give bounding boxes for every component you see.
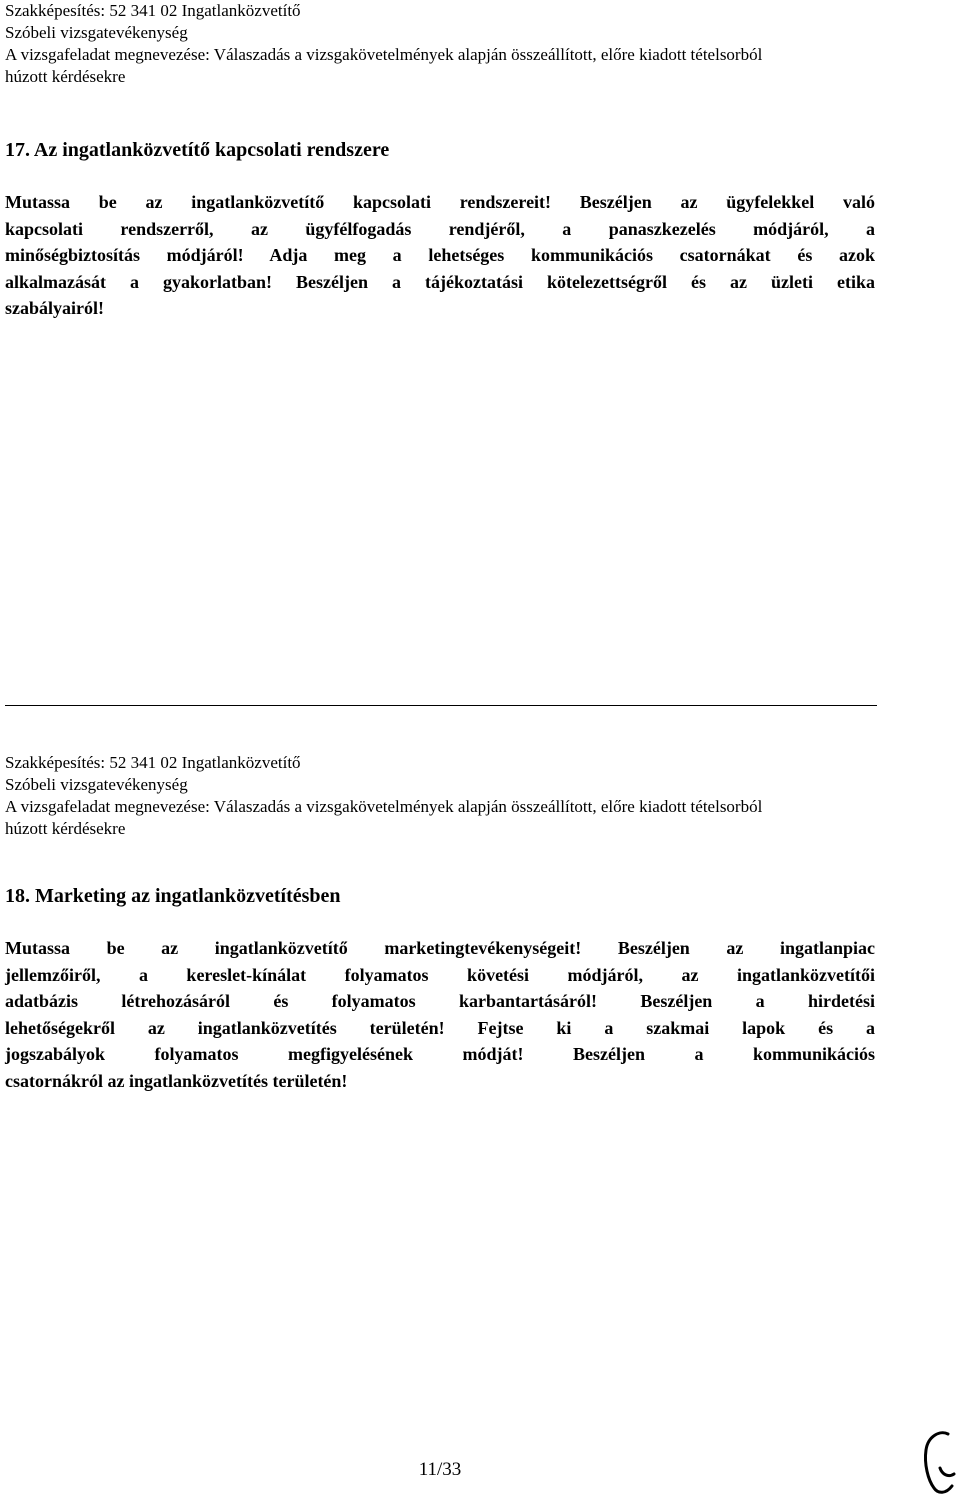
body-line: szabályairól!: [5, 298, 104, 318]
topic-17-body: [5, 189, 875, 322]
exam-task-header: A vizsgafeladat megnevezése: Válaszadás a vizsgakövetelmények alapján összeállított, előre kiadott tételsorból: [5, 45, 763, 64]
body-line: alkalmazását a gyakorlatban! Beszéljen a tájékoztatási kötelezettségről és az üzleti etika: [5, 271, 875, 292]
body-line: adatbázis létrehozásáról és folyamatos karbantartásáról! Beszéljen a hirdetési: [5, 991, 875, 1011]
exam-activity-header: Szóbeli vizsgatevékenység: [5, 775, 188, 794]
body-line: Mutassa be az ingatlanközvetítő marketingtevékenységeit! Beszéljen az ingatlanpiac: [5, 938, 875, 958]
exam-activity-header: Szóbeli vizsgatevékenység: [5, 23, 188, 42]
qualification-header: Szakképesítés: 52 341 02 Ingatlanközvetítő: [5, 1, 301, 20]
body-line: kapcsolati rendszerről, az ügyfélfogadás rendjéről, a panaszkezelés módjáról, a: [5, 218, 875, 239]
body-line: jogszabályok folyamatos megfigyelésének módját! Beszéljen a kommunikációs: [5, 1044, 875, 1064]
topic-18-body: [5, 935, 875, 1094]
body-line: lehetőségekről az ingatlanközvetítés területén! Fejtse ki a szakmai lapok és a: [5, 1017, 875, 1038]
body-line: minőségbiztosítás módjáról! Adja meg a lehetséges kommunikációs csatornákat és azok: [5, 245, 875, 265]
exam-task-header: A vizsgafeladat megnevezése: Válaszadás a vizsgakövetelmények alapján összeállított, előre kiadott tételsorból: [5, 797, 763, 816]
exam-task-header-continued: húzott kérdésekre: [5, 819, 126, 838]
exam-task-header-continued: húzott kérdésekre: [5, 67, 126, 86]
page-number: 11/33: [418, 1459, 462, 1480]
body-line: Mutassa be az ingatlanközvetítő kapcsolati rendszereit! Beszéljen az ügyfelekkel való: [5, 192, 875, 212]
body-line: csatornákról az ingatlanközvetítés területén!: [5, 1070, 348, 1091]
topic-17-title: 17. Az ingatlanközvetítő kapcsolati rendszere: [5, 139, 390, 161]
qualification-header: Szakképesítés: 52 341 02 Ingatlanközvetítő: [5, 753, 301, 772]
body-line: jellemzőiről, a kereslet-kínálat folyamatos követési módjáról, az ingatlanközvetítői: [5, 964, 875, 985]
signature-mark: [918, 1428, 958, 1500]
section-divider: [5, 705, 877, 706]
topic-18-title: 18. Marketing az ingatlanközvetítésben: [5, 885, 341, 907]
